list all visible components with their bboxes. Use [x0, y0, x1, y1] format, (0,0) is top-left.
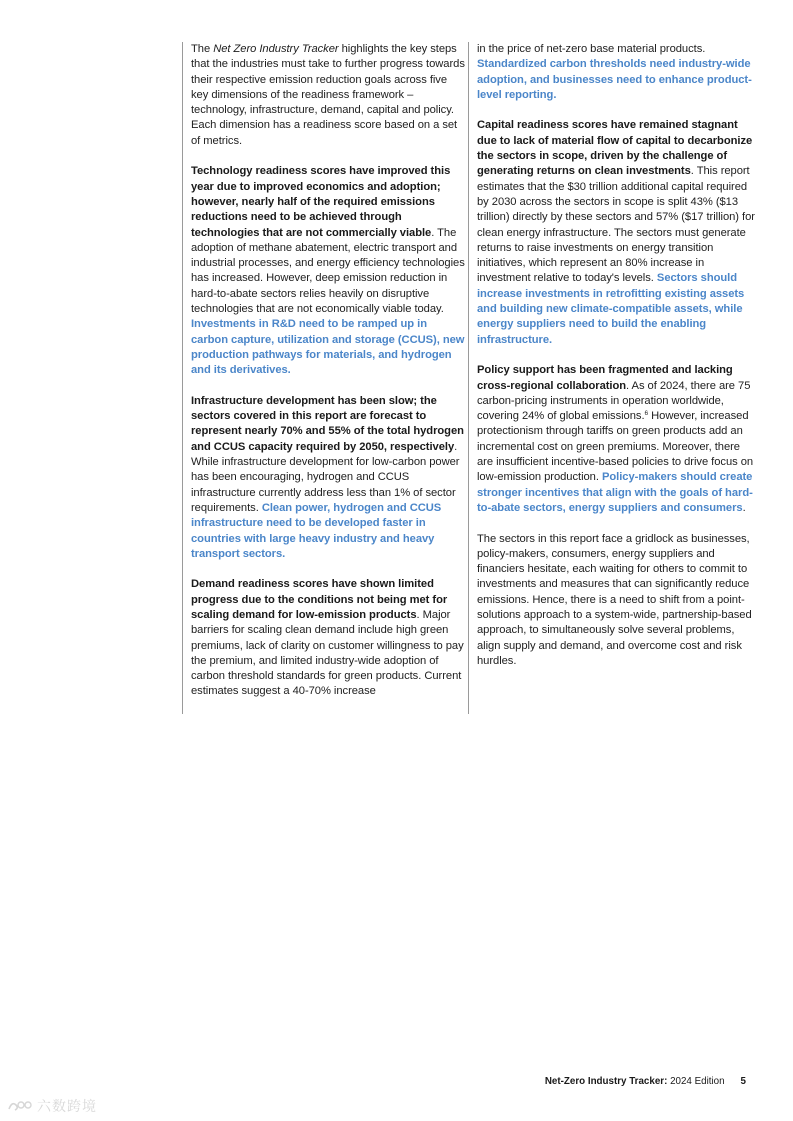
capital-paragraph: Capital readiness scores have remained stagnant due to lack of material flow of capital to decarbonize the sectors in scope, driven by the challenge of generating returns on clean investments. This report estimates that the $30 trillion additional capital required by 2030 across the sectors in scope is split 43% ($13 trillion) directly by these sectors and 57% ($17 trillion) for clean energy infrastructure. The sectors must generate returns to raise investments on energy transition initiatives, which represent an 80% increase in investment relative to today's levels. Sectors should increase investments in retrofitting existing assets and building new climate-compatible assets, while energy suppliers need to build the enabling infrastructure.	[477, 119, 755, 346]
policy-paragraph: Policy support has been fragmented and lacking cross-regional collaboration. As of 2024, there are 75 carbon-pricing instruments in operation worldwide, covering 24% of global emissions.$^6$ However, increased protectionism through tariffs on green products add an incremental cost on green premiums. Moreover, there are insufficient incentive-based policies to drive focus on low-emission production. Policy-makers should create stronger incentives that align with the goals of hard-to-abate sectors, energy suppliers and consumers.	[477, 364, 754, 514]
capital-heading: Capital readiness scores have remained stagnant due to lack of material flow of capital to decarbonize the sectors in scope, driven by the challenge of generating returns on clean investments	[477, 119, 753, 178]
report-title-italic: Net Zero Industry Tracker	[213, 43, 339, 55]
conclusion-paragraph: The sectors in this report face a gridlock as businesses, policy-makers, consumers, energy suppliers and financiers hesitate, each waiting for others to commit to investments and measures that can significantly reduce emissions. Hence, there is a need to shift from a point-solutions approach to a system-wide, partnership-based approach, to simultaneously solve several problems, align supply and demand, and overcome cost and risk hurdles.	[477, 532, 752, 667]
watermark-logo-icon	[6, 1099, 34, 1113]
demand-recommendation: Standardized carbon thresholds need industry-wide adoption, and businesses need to enhance product-level reporting.	[477, 58, 752, 101]
technology-paragraph: Technology readiness scores have improved this year due to improved economics and adoption; however, nearly half of the required emissions reductions need to be achieved through technologies that are not commercially viable. The adoption of methane abatement, electric transport and industrial processes, and energy efficiency technologies has increased. However, deep emission reduction in hard-to-abate sectors relies heavily on disruptive technologies that are not economically viable today. Investments in R&D need to be ramped up in carbon capture, utilization and storage (CCUS), new production pathways for materials, and hydrogen and its derivatives.	[191, 165, 465, 377]
technology-recommendation: Investments in R&D need to be ramped up in carbon capture, utilization and storage (CCUS), new production pathways for materials, and hydrogen and its derivatives.	[191, 318, 465, 377]
page-footer	[545, 1076, 746, 1087]
policy-heading: Policy support has been fragmented and lacking cross-regional collaboration	[477, 364, 733, 392]
demand-continued-paragraph: in the price of net-zero base material products. Standardized carbon thresholds need industry-wide adoption, and businesses need to enhance product-level reporting.	[477, 43, 752, 101]
policy-recommendation: Policy-makers should create stronger incentives that align with the goals of hard-to-abate sectors, energy suppliers and consumers	[477, 471, 753, 514]
infrastructure-heading: Infrastructure development has been slow; the sectors covered in this report are forecast to represent nearly 70% and 55% of the total hydrogen and CCUS capacity required by 2050, respectively	[191, 394, 464, 453]
watermark-text: 六数跨境	[37, 1098, 97, 1114]
infrastructure-recommendation: Clean power, hydrogen and CCUS infrastructure need to be developed faster in countries with large heavy industry and heavy transport sectors.	[191, 501, 442, 560]
footnote-reference[interactable]: 6	[644, 410, 649, 418]
infrastructure-paragraph: Infrastructure development has been slow; the sectors covered in this report are forecast to represent nearly 70% and 55% of the total hydrogen and CCUS capacity required by 2050, respectively. While infrastructure development for low-carbon power has been encouraging, hydrogen and CCUS infrastructure currently address less than 1% of sector requirements. Clean power, hydrogen and CCUS infrastructure need to be developed faster in countries with large heavy industry and heavy transport sectors.	[191, 394, 464, 560]
technology-heading: Technology readiness scores have improved this year due to improved economics and adoption; however, nearly half of the required emissions reductions need to be achieved through technologies that are not commercially viable	[191, 165, 451, 239]
intro-paragraph: The Net Zero Industry Tracker highlights the key steps that the industries must take to further progress towards their respective emission reduction goals across five key dimensions of the readiness framework – technology, infrastructure, demand, capital and policy. Each dimension has a readiness score based on a set of metrics.	[191, 43, 465, 147]
page-number: 5	[740, 1076, 746, 1087]
footer-edition: 2024 Edition	[667, 1076, 725, 1087]
left-column	[182, 42, 465, 714]
footer-title: Net-Zero Industry Tracker:	[544, 1076, 668, 1087]
demand-paragraph: Demand readiness scores have shown limited progress due to the conditions not being met for scaling demand for low-emission products. Major barriers for scaling clean demand include high green premiums, lack of clarity on customer willingness to pay the premium, and limited industry-wide adoption of carbon threshold standards for green products. Current estimates suggest a 40-70% increase	[191, 578, 464, 698]
capital-recommendation: Sectors should increase investments in retrofitting existing assets and building new climate-compatible assets, while energy suppliers need to build the enabling infrastructure.	[477, 272, 745, 346]
watermark	[6, 1096, 97, 1116]
demand-heading: Demand readiness scores have shown limited progress due to the conditions not being met for scaling demand for low-emission products	[191, 578, 448, 621]
right-column	[468, 42, 757, 714]
